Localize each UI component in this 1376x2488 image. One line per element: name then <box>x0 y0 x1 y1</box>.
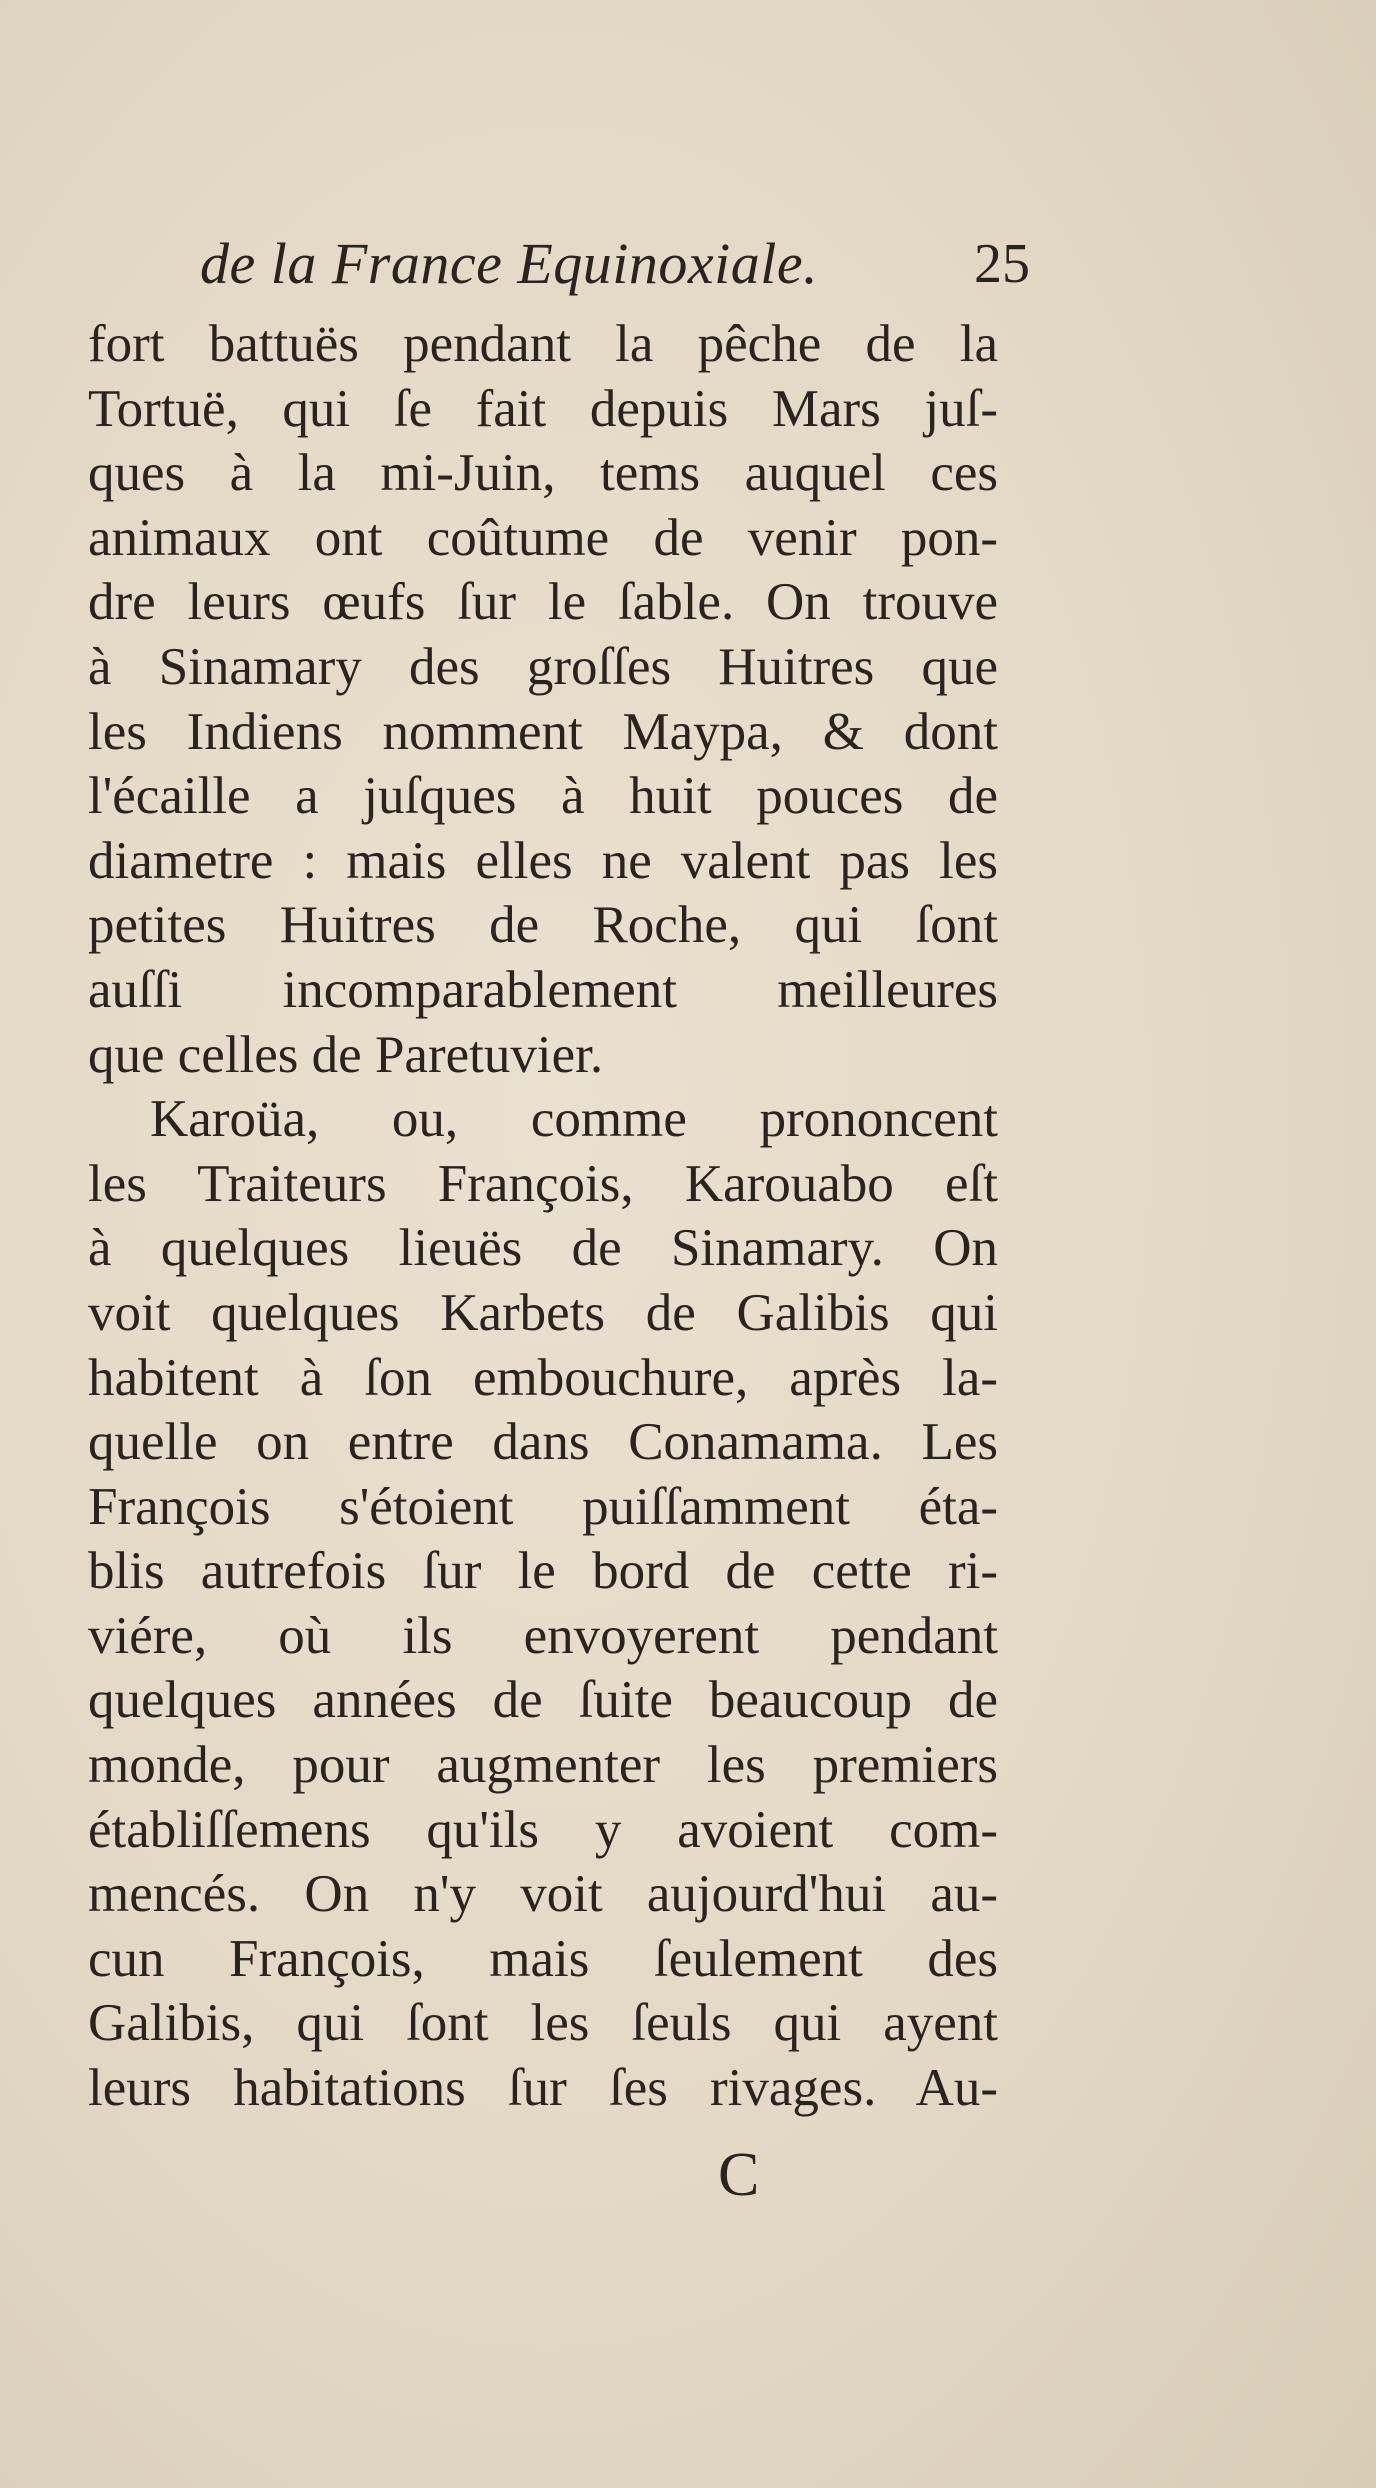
running-title: de la France Equinoxiale. <box>200 231 819 296</box>
text-line: dre leurs œufs ſur le ſable. On trouve <box>88 573 998 632</box>
text-line: Karoüa, ou, comme prononcent <box>150 1090 998 1149</box>
text-line: quelques années de ſuite beaucoup de <box>88 1671 998 1730</box>
text-line: l'écaille a juſques à huit pouces de <box>88 767 998 826</box>
text-line: à quelques lieuës de Sinamary. On <box>88 1219 998 1278</box>
text-line: monde, pour augmenter les premiers <box>88 1736 998 1795</box>
text-line: cun François, mais ſeulement des <box>88 1929 998 1988</box>
text-line: que celles de Paretuvier. <box>88 1025 604 1084</box>
text-line: Galibis, qui ſont les ſeuls qui ayent <box>88 1994 998 2053</box>
text-line: diametre : mais elles ne valent pas les <box>88 831 998 890</box>
text-line: mencés. On n'y voit aujourd'hui au- <box>88 1865 998 1924</box>
text-line: établiſſemens qu'ils y avoient com- <box>88 1800 998 1859</box>
text-line: Tortuë, qui ſe fait depuis Mars juſ- <box>88 379 998 438</box>
text-line: blis autrefois ſur le bord de cette ri- <box>88 1542 998 1601</box>
signature-mark: C <box>718 2141 760 2209</box>
text-line: à Sinamary des groſſes Huitres que <box>88 637 998 696</box>
text-line: leurs habitations ſur ſes rivages. Au- <box>88 2059 998 2118</box>
text-line: fort battuës pendant la pêche de la <box>88 315 998 373</box>
text-line: les Traiteurs François, Karouabo eſt <box>88 1154 998 1213</box>
page-header <box>200 230 1030 310</box>
page-number: 25 <box>974 233 1030 295</box>
text-line: voit quelques Karbets de Galibis qui <box>88 1283 998 1342</box>
text-line: animaux ont coûtume de venir pon- <box>88 508 998 567</box>
text-line: petites Huitres de Roche, qui ſont <box>88 896 998 955</box>
text-line: François s'étoient puiſſamment éta- <box>88 1477 998 1536</box>
text-line: ques à la mi-Juin, tems auquel ces <box>88 444 998 503</box>
text-line: les Indiens nomment Maypa, & dont <box>88 702 998 761</box>
text-line: auſſi incomparablement meilleures <box>88 960 998 1019</box>
text-line: habitent à ſon embouchure, après la- <box>88 1348 998 1407</box>
text-line: viére, où ils envoyerent pendant <box>88 1606 998 1665</box>
body-text <box>88 312 998 2121</box>
text-line: quelle on entre dans Conamama. Les <box>88 1413 998 1472</box>
